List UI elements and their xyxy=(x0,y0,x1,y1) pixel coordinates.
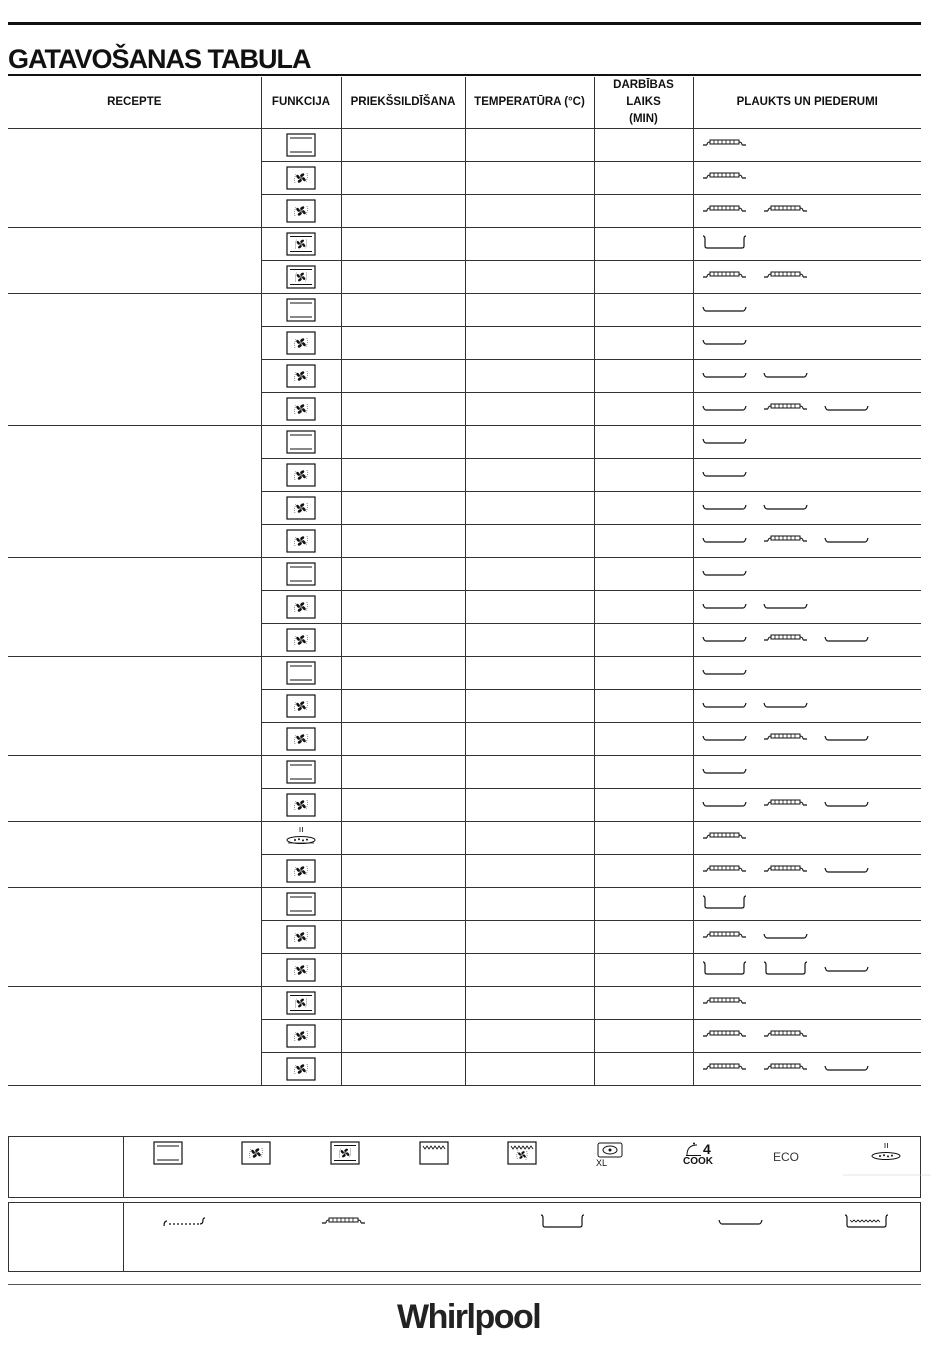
preheat-cell xyxy=(341,1020,465,1053)
accessories-cell xyxy=(693,393,921,426)
function-cell xyxy=(261,591,341,624)
accessories-cell xyxy=(693,756,921,789)
time-cell xyxy=(594,888,693,921)
table-row xyxy=(8,822,921,855)
preheat-cell xyxy=(341,360,465,393)
wire-shelf-icon xyxy=(702,994,747,1013)
fan-icon xyxy=(286,862,316,879)
fan-icon xyxy=(286,202,316,219)
preheat-cell xyxy=(341,888,465,921)
fan-icon xyxy=(286,1027,316,1044)
baking-tray-icon xyxy=(763,928,808,947)
baking-tray-icon xyxy=(702,466,747,485)
col-header-accessories: PLAUKTS UN PIEDERUMI xyxy=(693,77,921,129)
baking-tray-icon xyxy=(702,301,747,320)
temperature-cell xyxy=(465,888,594,921)
baking-tray-icon xyxy=(702,796,747,815)
table-row xyxy=(8,657,921,690)
accessories-cell xyxy=(693,1020,921,1053)
wire-shelf-icon xyxy=(763,268,808,287)
deep-tray-icon xyxy=(702,895,747,914)
function-cell xyxy=(261,822,341,855)
temperature-cell xyxy=(465,492,594,525)
baking-tray-icon xyxy=(824,796,869,815)
conventional-icon xyxy=(286,433,316,450)
time-cell xyxy=(594,591,693,624)
baking-tray-icon xyxy=(763,367,808,386)
temperature-cell xyxy=(465,558,594,591)
pizza-icon xyxy=(286,829,316,846)
function-legend-label-cell xyxy=(9,1137,124,1197)
legend-grill-icon xyxy=(419,1141,449,1165)
time-cell xyxy=(594,195,693,228)
wire-shelf-icon xyxy=(702,928,747,947)
bottom-rule xyxy=(8,1284,921,1285)
accessories-cell xyxy=(693,162,921,195)
baking-tray-icon xyxy=(763,499,808,518)
function-cell xyxy=(261,888,341,921)
baking-tray-icon xyxy=(763,598,808,617)
fan-icon xyxy=(286,367,316,384)
fan-icon xyxy=(286,796,316,813)
accessories-cell xyxy=(693,525,921,558)
time-cell xyxy=(594,393,693,426)
temperature-cell xyxy=(465,954,594,987)
legend-cook4-icon xyxy=(683,1141,713,1167)
baking-tray-icon xyxy=(702,631,747,650)
deep-tray-icon xyxy=(763,961,808,980)
baking-tray-icon xyxy=(824,631,869,650)
wire-shelf-icon xyxy=(702,268,747,287)
function-cell xyxy=(261,492,341,525)
preheat-cell xyxy=(341,822,465,855)
accessories-cell xyxy=(693,624,921,657)
time-cell xyxy=(594,327,693,360)
table-row xyxy=(8,228,921,261)
legend-fan-top-icon xyxy=(330,1141,360,1165)
legend-pizza-icon xyxy=(871,1141,901,1170)
temperature-cell xyxy=(465,426,594,459)
accessories-cell xyxy=(693,723,921,756)
accessories-cell xyxy=(693,360,921,393)
baking-tray-icon xyxy=(702,433,747,452)
preheat-cell xyxy=(341,591,465,624)
legend-fan-icon xyxy=(241,1141,271,1165)
function-cell xyxy=(261,756,341,789)
fan-icon xyxy=(286,1060,316,1077)
eco-label: ECO xyxy=(773,1150,800,1164)
preheat-cell xyxy=(341,393,465,426)
conventional-icon xyxy=(286,763,316,780)
temperature-cell xyxy=(465,723,594,756)
legend-maxi-cooking-icon xyxy=(596,1141,626,1172)
preheat-cell xyxy=(341,426,465,459)
fan-top-icon xyxy=(286,235,316,252)
recipe-cell xyxy=(8,756,261,822)
baking-tray-icon xyxy=(702,664,747,683)
temperature-cell xyxy=(465,624,594,657)
recipe-cell xyxy=(8,558,261,657)
time-cell xyxy=(594,459,693,492)
accessory-legend xyxy=(8,1202,921,1272)
accessories-cell xyxy=(693,888,921,921)
legend-deep-tray-icon xyxy=(540,1214,585,1233)
preheat-cell xyxy=(341,789,465,822)
baking-tray-icon xyxy=(702,598,747,617)
cook4-number: 4 xyxy=(703,1141,711,1157)
temperature-cell xyxy=(465,690,594,723)
cook4-text: COOK xyxy=(683,1156,713,1167)
col-header-preheat: PRIEKŠSILDĪŠANA xyxy=(341,77,465,129)
top-rule xyxy=(8,22,921,25)
title-rule xyxy=(8,74,921,76)
baking-tray-icon xyxy=(824,862,869,881)
temperature-cell xyxy=(465,228,594,261)
fan-icon xyxy=(286,730,316,747)
time-cell xyxy=(594,921,693,954)
wire-shelf-icon xyxy=(763,532,808,551)
time-cell xyxy=(594,129,693,162)
time-cell xyxy=(594,492,693,525)
header-row xyxy=(8,77,921,129)
accessories-cell xyxy=(693,987,921,1020)
wire-shelf-icon xyxy=(702,202,747,221)
temperature-cell xyxy=(465,756,594,789)
wire-shelf-icon xyxy=(763,862,808,881)
accessories-cell xyxy=(693,591,921,624)
table-row xyxy=(8,558,921,591)
preheat-cell xyxy=(341,129,465,162)
temperature-cell xyxy=(465,129,594,162)
baking-tray-icon xyxy=(702,565,747,584)
function-cell xyxy=(261,954,341,987)
accessories-cell xyxy=(693,657,921,690)
legend-wire-shelf-icon xyxy=(321,1214,366,1233)
wire-shelf-icon xyxy=(702,169,747,188)
preheat-cell xyxy=(341,162,465,195)
accessories-cell xyxy=(693,954,921,987)
conventional-icon xyxy=(286,895,316,912)
function-cell xyxy=(261,261,341,294)
temperature-cell xyxy=(465,162,594,195)
fan-icon xyxy=(286,961,316,978)
baking-tray-icon xyxy=(824,1060,869,1079)
preheat-cell xyxy=(341,459,465,492)
function-cell xyxy=(261,162,341,195)
preheat-cell xyxy=(341,327,465,360)
fan-icon xyxy=(286,169,316,186)
col-header-function: FUNKCIJA xyxy=(261,77,341,129)
time-cell xyxy=(594,360,693,393)
legend-turbo-grill-icon xyxy=(507,1141,537,1165)
col-header-time: DARBĪBAS LAIKS (MIN) xyxy=(594,77,693,129)
wire-shelf-icon xyxy=(763,631,808,650)
time-cell xyxy=(594,1053,693,1086)
function-cell xyxy=(261,723,341,756)
temperature-cell xyxy=(465,261,594,294)
function-cell xyxy=(261,195,341,228)
col-header-recipe: RECEPTE xyxy=(8,77,261,129)
wire-shelf-icon xyxy=(702,829,747,848)
fan-icon xyxy=(286,631,316,648)
temperature-cell xyxy=(465,591,594,624)
preheat-cell xyxy=(341,228,465,261)
preheat-cell xyxy=(341,723,465,756)
recipe-cell xyxy=(8,294,261,426)
recipe-cell xyxy=(8,228,261,294)
baking-tray-icon xyxy=(702,499,747,518)
fan-icon xyxy=(286,499,316,516)
preheat-cell xyxy=(341,855,465,888)
function-cell xyxy=(261,360,341,393)
table-row xyxy=(8,756,921,789)
fan-top-icon xyxy=(286,268,316,285)
function-cell xyxy=(261,426,341,459)
time-cell xyxy=(594,690,693,723)
conventional-icon xyxy=(286,136,316,153)
function-cell xyxy=(261,129,341,162)
wire-shelf-icon xyxy=(702,862,747,881)
baking-tray-icon xyxy=(824,532,869,551)
preheat-cell xyxy=(341,525,465,558)
preheat-cell xyxy=(341,1053,465,1086)
time-cell xyxy=(594,294,693,327)
baking-tray-icon xyxy=(824,400,869,419)
wire-shelf-icon xyxy=(702,1060,747,1079)
recipe-cell xyxy=(8,987,261,1086)
baking-tray-icon xyxy=(702,367,747,386)
wire-shelf-icon xyxy=(702,136,747,155)
temperature-cell xyxy=(465,987,594,1020)
table-body xyxy=(8,129,921,1086)
function-cell xyxy=(261,657,341,690)
preheat-cell xyxy=(341,195,465,228)
table-row xyxy=(8,888,921,921)
recipe-cell xyxy=(8,888,261,987)
cooking-table xyxy=(8,77,921,1086)
baking-tray-icon xyxy=(702,730,747,749)
function-cell xyxy=(261,228,341,261)
wire-shelf-icon xyxy=(763,202,808,221)
function-cell xyxy=(261,393,341,426)
temperature-cell xyxy=(465,822,594,855)
baking-tray-icon xyxy=(702,763,747,782)
fan-icon xyxy=(286,532,316,549)
conventional-icon xyxy=(286,565,316,582)
time-cell xyxy=(594,657,693,690)
time-cell xyxy=(594,228,693,261)
function-cell xyxy=(261,525,341,558)
col-header-temperature: TEMPERATŪRA (°C) xyxy=(465,77,594,129)
accessories-cell xyxy=(693,228,921,261)
time-cell xyxy=(594,954,693,987)
page-title: GATAVOŠANAS TABULA xyxy=(8,44,311,74)
preheat-cell xyxy=(341,624,465,657)
accessories-cell xyxy=(693,195,921,228)
function-legend xyxy=(8,1136,921,1198)
function-cell xyxy=(261,327,341,360)
baking-tray-icon xyxy=(702,400,747,419)
accessories-cell xyxy=(693,294,921,327)
table-row xyxy=(8,129,921,162)
temperature-cell xyxy=(465,459,594,492)
function-cell xyxy=(261,690,341,723)
legend-conventional-icon xyxy=(153,1141,183,1165)
time-cell xyxy=(594,723,693,756)
fan-top-icon xyxy=(286,994,316,1011)
legend-water-tray-icon xyxy=(844,1214,889,1233)
time-cell xyxy=(594,624,693,657)
wire-shelf-icon xyxy=(763,400,808,419)
function-cell xyxy=(261,1020,341,1053)
function-cell xyxy=(261,1053,341,1086)
time-cell xyxy=(594,525,693,558)
temperature-cell xyxy=(465,525,594,558)
legend-sliding-rack-icon xyxy=(162,1214,207,1233)
temperature-cell xyxy=(465,360,594,393)
preheat-cell xyxy=(341,987,465,1020)
recipe-cell xyxy=(8,129,261,228)
function-cell xyxy=(261,855,341,888)
time-cell xyxy=(594,1020,693,1053)
fan-icon xyxy=(286,697,316,714)
deep-tray-icon xyxy=(702,235,747,254)
preheat-cell xyxy=(341,261,465,294)
function-cell xyxy=(261,294,341,327)
time-cell xyxy=(594,855,693,888)
accessories-cell xyxy=(693,855,921,888)
preheat-cell xyxy=(341,558,465,591)
time-cell xyxy=(594,426,693,459)
fan-icon xyxy=(286,334,316,351)
time-cell xyxy=(594,756,693,789)
table-row xyxy=(8,294,921,327)
function-cell xyxy=(261,987,341,1020)
time-cell xyxy=(594,261,693,294)
time-cell xyxy=(594,558,693,591)
temperature-cell xyxy=(465,1020,594,1053)
accessory-legend-label-cell xyxy=(9,1203,124,1271)
accessories-cell xyxy=(693,459,921,492)
legend-eco-icon xyxy=(773,1148,799,1166)
table-row xyxy=(8,987,921,1020)
conventional-icon xyxy=(286,301,316,318)
baking-tray-icon xyxy=(763,697,808,716)
preheat-cell xyxy=(341,954,465,987)
wire-shelf-icon xyxy=(763,730,808,749)
temperature-cell xyxy=(465,921,594,954)
baking-tray-icon xyxy=(824,730,869,749)
accessories-cell xyxy=(693,426,921,459)
legend-baking-tray-icon xyxy=(718,1214,763,1233)
function-cell xyxy=(261,459,341,492)
preheat-cell xyxy=(341,492,465,525)
temperature-cell xyxy=(465,855,594,888)
accessories-cell xyxy=(693,129,921,162)
preheat-cell xyxy=(341,294,465,327)
recipe-cell xyxy=(8,657,261,756)
accessories-cell xyxy=(693,492,921,525)
fan-icon xyxy=(286,598,316,615)
accessories-cell xyxy=(693,789,921,822)
temperature-cell xyxy=(465,657,594,690)
temperature-cell xyxy=(465,1053,594,1086)
preheat-cell xyxy=(341,756,465,789)
whirlpool-logo: Whirlpool xyxy=(397,1298,541,1336)
deep-tray-icon xyxy=(702,961,747,980)
function-cell xyxy=(261,921,341,954)
wire-shelf-icon xyxy=(763,796,808,815)
wire-shelf-icon xyxy=(702,1027,747,1046)
function-cell xyxy=(261,558,341,591)
preheat-cell xyxy=(341,921,465,954)
fan-icon xyxy=(286,928,316,945)
time-cell xyxy=(594,987,693,1020)
baking-tray-icon xyxy=(702,532,747,551)
accessories-cell xyxy=(693,327,921,360)
accessories-cell xyxy=(693,822,921,855)
temperature-cell xyxy=(465,195,594,228)
accessories-cell xyxy=(693,690,921,723)
time-cell xyxy=(594,162,693,195)
accessories-cell xyxy=(693,921,921,954)
temperature-cell xyxy=(465,327,594,360)
function-cell xyxy=(261,624,341,657)
temperature-cell xyxy=(465,294,594,327)
recipe-cell xyxy=(8,822,261,888)
recipe-cell xyxy=(8,426,261,558)
baking-tray-icon xyxy=(824,961,869,980)
preheat-cell xyxy=(341,657,465,690)
time-cell xyxy=(594,822,693,855)
preheat-cell xyxy=(341,690,465,723)
temperature-cell xyxy=(465,393,594,426)
fan-icon xyxy=(286,400,316,417)
xl-label: XL xyxy=(596,1158,608,1168)
baking-tray-icon xyxy=(702,334,747,353)
wire-shelf-icon xyxy=(763,1027,808,1046)
time-cell xyxy=(594,789,693,822)
accessories-cell xyxy=(693,558,921,591)
table-row xyxy=(8,426,921,459)
function-cell xyxy=(261,789,341,822)
temperature-cell xyxy=(465,789,594,822)
accessories-cell xyxy=(693,1053,921,1086)
wire-shelf-icon xyxy=(763,1060,808,1079)
fan-icon xyxy=(286,466,316,483)
accessories-cell xyxy=(693,261,921,294)
conventional-icon xyxy=(286,664,316,681)
baking-tray-icon xyxy=(702,697,747,716)
